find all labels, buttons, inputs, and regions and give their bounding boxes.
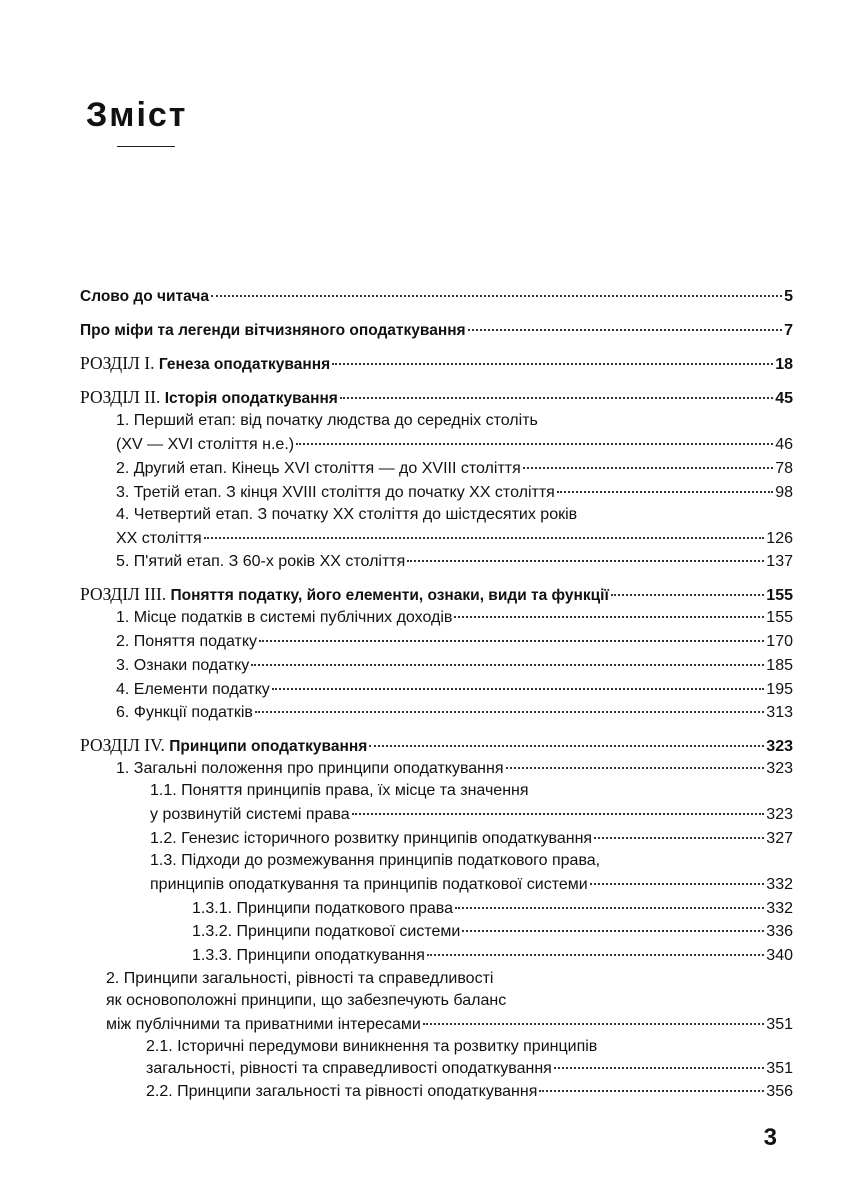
toc-entry[interactable]: [106, 1014, 793, 1036]
toc-page-number: 323: [766, 738, 793, 755]
toc-entry-text: як основоположні принципи, що забезпечують баланс: [106, 992, 507, 1009]
dot-leader: [455, 907, 764, 909]
toc-entry[interactable]: [116, 482, 793, 504]
toc-entry[interactable]: [116, 631, 793, 653]
toc-page-number: 340: [766, 947, 793, 964]
toc-page-number: 98: [775, 484, 793, 501]
toc-page-number: 46: [775, 436, 793, 453]
dot-leader: [557, 491, 773, 493]
toc-entry-text: 1. Місце податків в системі публічних доходів: [116, 609, 453, 626]
toc-entry-text: Історія оподаткування: [164, 390, 338, 407]
toc-entry-text: 4. Елементи податку: [116, 681, 270, 698]
toc-entry-line[interactable]: [106, 990, 793, 1012]
dot-leader: [462, 930, 764, 932]
toc-page-number: 195: [766, 681, 793, 698]
toc-page-number: 5: [784, 288, 793, 305]
toc-entry-text: Про міфи та легенди вітчизняного оподаткування: [80, 322, 466, 339]
dot-leader: [259, 640, 764, 642]
dot-leader: [369, 745, 764, 747]
toc-entry-chapter[interactable]: [80, 583, 793, 607]
dot-leader: [340, 397, 773, 399]
toc-page-number: 126: [766, 530, 793, 547]
toc-entry[interactable]: [146, 1058, 793, 1080]
toc-entry[interactable]: [116, 528, 793, 550]
toc-entry[interactable]: [80, 320, 793, 342]
dot-leader: [211, 295, 782, 297]
toc-entry-text: 1.3.3. Принципи оподаткування: [192, 947, 425, 964]
toc-entry[interactable]: [116, 434, 793, 456]
toc-entry[interactable]: [116, 758, 793, 780]
toc-entry-text: Поняття податку, його елементи, ознаки, види та функції: [170, 587, 609, 604]
dot-leader: [611, 594, 764, 596]
toc-entry-line[interactable]: [106, 968, 793, 990]
toc-page-number: 336: [766, 923, 793, 940]
toc-entry[interactable]: [116, 655, 793, 677]
toc-page-number: 356: [766, 1083, 793, 1100]
page-title: Зміст: [86, 96, 188, 134]
toc-entry-text: (XV — XVI століття н.е.): [116, 436, 295, 453]
toc-page-number: 351: [766, 1060, 793, 1077]
toc-page-number: 78: [775, 460, 793, 477]
toc-entry-text: 2. Поняття податку: [116, 633, 258, 650]
dot-leader: [506, 767, 765, 769]
toc-entry[interactable]: [150, 804, 793, 826]
toc-entry-text: 1.3.1. Принципи податкового права: [192, 900, 454, 917]
toc-entry-text: Принципи оподаткування: [169, 738, 368, 755]
toc-entry-text: 1.2. Генезис історичного розвитку принципів оподаткування: [150, 830, 593, 847]
dot-leader: [407, 560, 764, 562]
dot-leader: [468, 329, 782, 331]
toc-page-number: 332: [766, 876, 793, 893]
toc-entry-line[interactable]: [146, 1036, 793, 1058]
toc-entry[interactable]: [116, 458, 793, 480]
toc-page-number: 170: [766, 633, 793, 650]
toc-entry-text: 1.3. Підходи до розмежування принципів податкового права,: [150, 852, 601, 869]
toc-entry[interactable]: [192, 945, 793, 967]
dot-leader: [296, 443, 773, 445]
toc-entry-text: 1. Загальні положення про принципи оподаткування: [116, 760, 504, 777]
dot-leader: [454, 616, 764, 618]
toc-page-number: 327: [766, 830, 793, 847]
toc-entry[interactable]: [192, 898, 793, 920]
page-number: 3: [763, 1124, 777, 1151]
toc-page-number: 137: [766, 553, 793, 570]
toc-entry[interactable]: [116, 679, 793, 701]
toc-entry-text: принципів оподаткування та принципів податкової системи: [150, 876, 588, 893]
toc-entry-line[interactable]: [150, 850, 793, 872]
toc-page-number: 332: [766, 900, 793, 917]
dot-leader: [204, 537, 765, 539]
toc-entry[interactable]: [80, 286, 793, 308]
toc-entry-text: Генеза оподаткування: [158, 356, 331, 373]
toc-entry-text: 6. Функції податків: [116, 704, 253, 721]
dot-leader: [251, 664, 764, 666]
toc-page-number: 45: [775, 390, 793, 407]
toc-entry-line[interactable]: [116, 504, 793, 526]
toc-entry-text: у розвинутій системі права: [150, 806, 350, 823]
toc-entry-text: між публічними та приватними інтересами: [106, 1016, 421, 1033]
toc-entry-text: 4. Четвертий етап. З початку XX століття до шістдесятих років: [116, 506, 578, 523]
toc-entry[interactable]: [150, 874, 793, 896]
dot-leader: [554, 1067, 764, 1069]
toc-entry-chapter[interactable]: [80, 734, 793, 758]
toc-entry-text: загальності, рівності та справедливості оподаткування: [146, 1060, 552, 1077]
toc-entry-text: 5. П'ятий етап. З 60-х років XX століття: [116, 553, 406, 570]
dot-leader: [539, 1090, 764, 1092]
dot-leader: [594, 837, 764, 839]
toc-page-number: 351: [766, 1016, 793, 1033]
toc-entry-chapter[interactable]: [80, 386, 793, 410]
toc-entry[interactable]: [192, 921, 793, 943]
toc-entry[interactable]: [116, 607, 793, 629]
toc-page-number: 323: [766, 806, 793, 823]
toc-entry-line[interactable]: [150, 780, 793, 802]
toc-entry-text: 2. Другий етап. Кінець XVI століття — до XVIII століття: [116, 460, 521, 477]
chapter-label: РОЗДІЛ IV.: [80, 735, 165, 755]
toc-page-number: 155: [766, 609, 793, 626]
dot-leader: [332, 363, 773, 365]
dot-leader: [352, 813, 765, 815]
toc-entry-text: 3. Ознаки податку: [116, 657, 250, 674]
toc-entry-text: 2.1. Історичні передумови виникнення та розвитку принципів: [146, 1038, 598, 1055]
dot-leader: [423, 1023, 765, 1025]
toc-page-number: 313: [766, 704, 793, 721]
chapter-label: РОЗДІЛ ІІ.: [80, 387, 161, 407]
dot-leader: [590, 883, 765, 885]
toc-entry-text: 2. Принципи загальності, рівності та справедливості: [106, 970, 494, 987]
toc-page-number: 155: [766, 587, 793, 604]
dot-leader: [255, 711, 764, 713]
toc-entry[interactable]: [150, 828, 793, 850]
chapter-label: РОЗДІЛ І.: [80, 353, 155, 373]
dot-leader: [427, 954, 764, 956]
toc-entry-text: XX століття: [116, 530, 202, 547]
toc-entry-text: 1.1. Поняття принципів права, їх місце та значення: [150, 782, 529, 799]
toc-page-number: 323: [766, 760, 793, 777]
toc-entry-text: 2.2. Принципи загальності та рівності оподаткування: [146, 1083, 538, 1100]
toc-entry-text: 3. Третій етап. З кінця XVIII століття до початку XX століття: [116, 484, 555, 501]
toc-entry-chapter[interactable]: [80, 352, 793, 376]
toc-page-number: 185: [766, 657, 793, 674]
dot-leader: [272, 688, 765, 690]
chapter-label: РОЗДІЛ ІІІ.: [80, 584, 167, 604]
toc-page-number: 18: [775, 356, 793, 373]
toc-entry[interactable]: [116, 702, 793, 724]
dot-leader: [523, 467, 773, 469]
toc-entry[interactable]: [146, 1081, 793, 1103]
toc-entry-line[interactable]: [116, 410, 793, 432]
toc-entry[interactable]: [116, 551, 793, 573]
toc-entry-text: Слово до читача: [80, 288, 209, 305]
toc-entry-text: 1. Перший етап: від початку людства до середніх століть: [116, 412, 538, 429]
toc-entry-text: 1.3.2. Принципи податкової системи: [192, 923, 461, 940]
toc-page-number: 7: [784, 322, 793, 339]
